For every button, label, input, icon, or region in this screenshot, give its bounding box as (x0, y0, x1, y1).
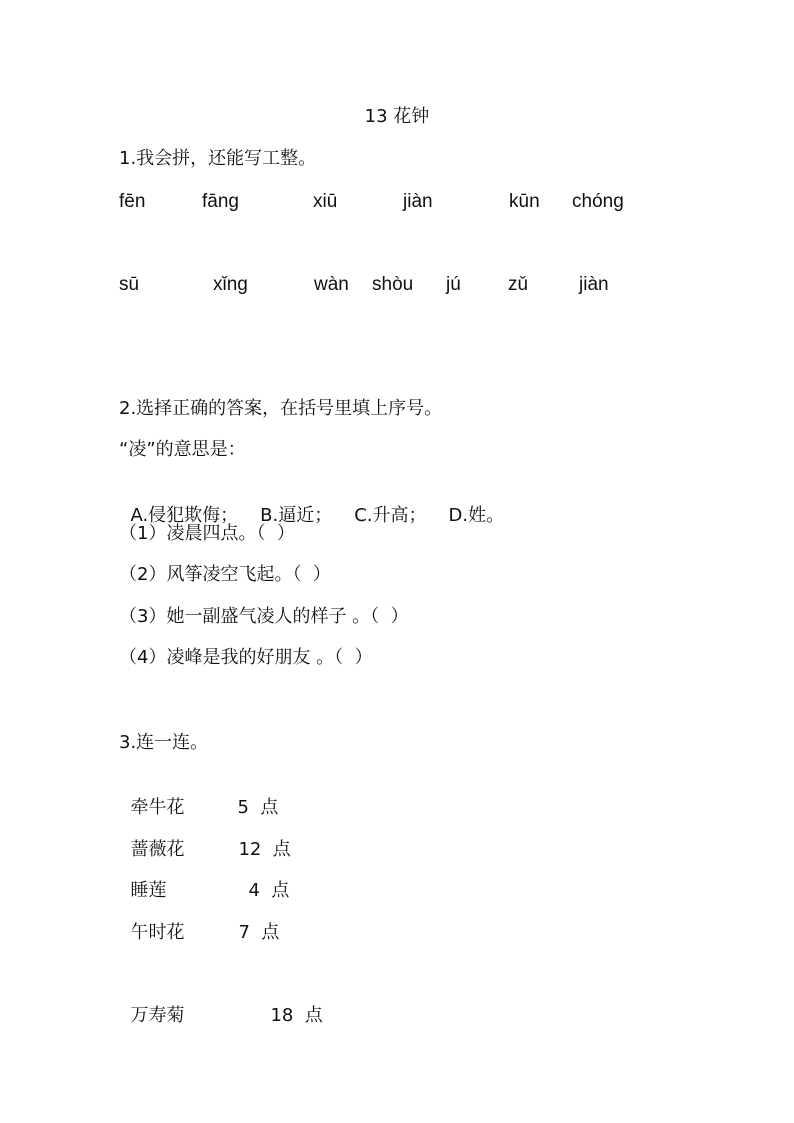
match-flower: 午时花 (130, 922, 185, 943)
pinyin-1-5: kūn (509, 191, 540, 212)
option-a: A.侵犯欺侮； (130, 505, 239, 526)
pinyin-1-6: chóng (572, 191, 624, 212)
question-2-prompt: “凌”的意思是： (119, 439, 246, 460)
question-2-options (119, 480, 504, 528)
match-row (119, 897, 279, 945)
pinyin-2-3: wàn (314, 274, 349, 295)
match-flower: 牵牛花 (130, 797, 185, 818)
question-2-heading: 2.选择正确的答案，在括号里填上序号。 (119, 398, 443, 419)
pinyin-2-4: shòu (372, 274, 414, 295)
match-time: 4 点 (248, 880, 290, 901)
question-2-item-3: （3）她一副盛气凌人的样子 。（ ） (119, 606, 409, 627)
pinyin-2-7: jiàn (579, 274, 609, 295)
question-2-item-2: （2）风筝凌空飞起。（ ） (119, 564, 331, 585)
match-row (119, 855, 289, 903)
match-row (119, 980, 323, 1028)
question-3-heading: 3.连一连。 (119, 732, 209, 753)
match-time: 5 点 (237, 797, 279, 818)
option-b: B.逼近； (260, 505, 333, 526)
match-row (119, 772, 278, 820)
pinyin-1-1: fēn (119, 191, 146, 212)
pinyin-2-5: jú (446, 274, 461, 295)
question-2-item-4: （4）凌峰是我的好朋友 。（ ） (119, 647, 373, 668)
question-1-heading: 1.我会拼，还能写工整。 (119, 148, 317, 169)
match-time: 7 点 (238, 922, 280, 943)
pinyin-2-6: zǔ (508, 274, 529, 295)
question-2-item-1: （1）凌晨四点。（ ） (119, 523, 295, 544)
page-title: 13 花钟 (364, 106, 430, 127)
pinyin-1-4: jiàn (403, 191, 433, 212)
match-flower: 睡莲 (130, 880, 167, 901)
match-time: 12 点 (238, 839, 291, 860)
option-d: D.姓。 (448, 505, 505, 526)
option-c: C.升高； (354, 505, 427, 526)
pinyin-1-3: xiū (313, 191, 338, 212)
match-flower: 万寿菊 (130, 1005, 185, 1026)
pinyin-2-1: sū (119, 274, 140, 295)
match-flower: 蔷薇花 (130, 839, 185, 860)
pinyin-2-2: xǐng (213, 274, 248, 295)
match-time: 18 点 (270, 1005, 323, 1026)
pinyin-1-2: fāng (202, 191, 239, 212)
